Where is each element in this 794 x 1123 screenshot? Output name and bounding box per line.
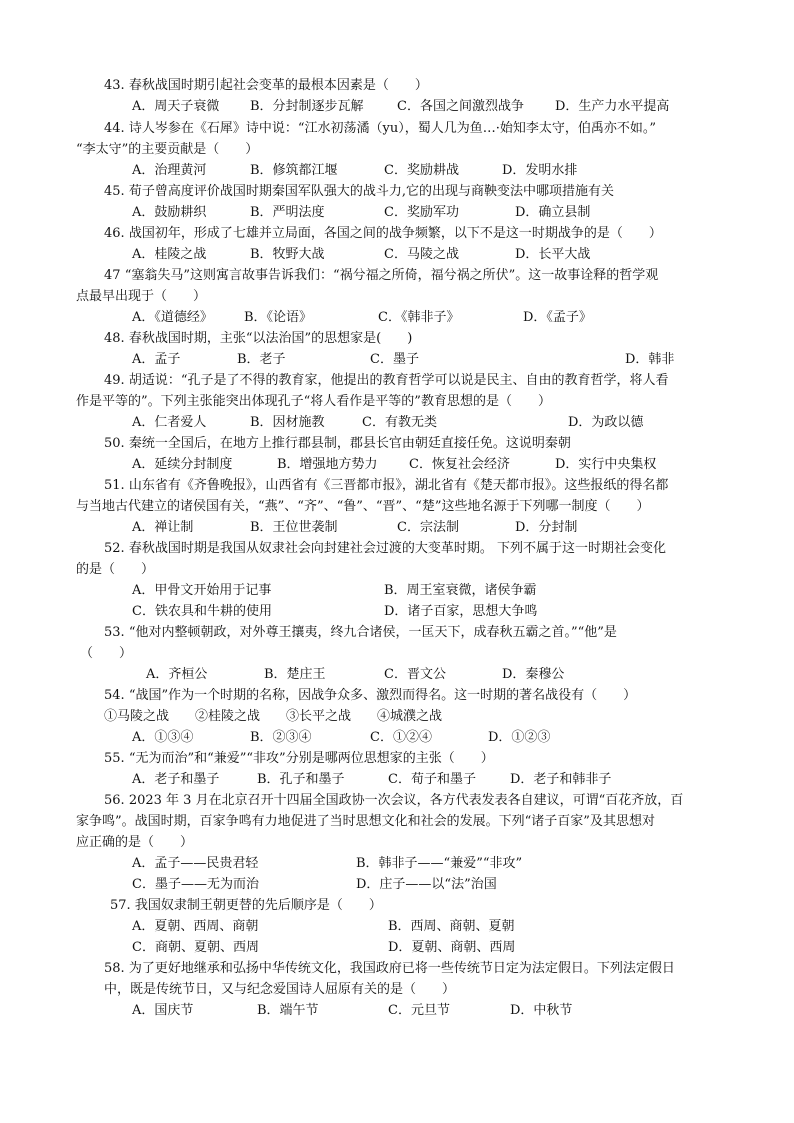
question-47-text-cont: 点最早出现于（ ） — [76, 289, 207, 304]
option-57-a: A．夏朝、西周、商朝 — [132, 919, 259, 934]
question-52-text: 52. 春秋战国时期是我国从奴隶社会向封建社会过渡的大变革时期。 下列不属于这一时期社会变化 — [104, 541, 666, 556]
option-43-b: B．分封制逐步瓦解 — [250, 99, 364, 114]
option-58-d: D．中秋节 — [510, 1003, 573, 1018]
question-52-text-cont: 的是（ ） — [76, 562, 155, 577]
option-54-b: B．②③④ — [250, 730, 312, 745]
option-43-c: C．各国之间激烈战争 — [397, 99, 524, 114]
option-44-d: D．发明水排 — [502, 163, 578, 178]
option-49-c: C．有教无类 — [362, 415, 437, 430]
option-57-b: B．西周、商朝、夏朝 — [388, 919, 515, 934]
option-45-a: A．鼓励耕织 — [132, 205, 207, 220]
option-46-d: D．长平大战 — [515, 247, 591, 262]
question-56-text-cont: 家争鸣”。战国时期，百家争鸣有力地促进了当时思想文化和社会的发展。下列“诸子百家”及其思想对 — [76, 814, 655, 829]
option-46-c: C．马陵之战 — [384, 247, 459, 262]
option-52-d: D．诸子百家，思想大争鸣 — [384, 604, 538, 619]
option-49-b: B．因材施教 — [250, 415, 325, 430]
question-44-text: 44. 诗人岑参在《石犀》诗中说：“江水初荡潏（yu），蜀人几为鱼…·始知李太守，伯禹亦不如。” — [104, 121, 656, 136]
question-44-text-cont: “李太守”的主要贡献是（ ） — [76, 142, 259, 157]
question-51-text: 51. 山东省有《齐鲁晚报》，山西省有《三晋都市报》，湖北省有《楚天都市报》。这些报纸的得名都 — [104, 478, 669, 493]
option-54-d: D．①②③ — [488, 730, 551, 745]
option-50-c: C．恢复社会经济 — [409, 457, 510, 472]
question-57-text: 57. 我国奴隶制王朝更替的先后顺序是（ ） — [110, 898, 382, 913]
option-47-b: B．《论语》 — [244, 310, 313, 325]
option-51-b: B．王位世袭制 — [250, 520, 338, 535]
option-57-d: D．夏朝、商朝、西周 — [388, 940, 516, 955]
option-49-a: A．仁者爱人 — [132, 415, 207, 430]
option-44-a: A．治理黄河 — [132, 163, 207, 178]
question-50-text: 50. 秦统一全国后，在地方上推行郡县制，郡县长官由朝廷直接任免。这说明秦朝 — [104, 436, 571, 451]
option-55-d: D．老子和韩非子 — [510, 772, 612, 787]
question-45-text: 45. 荀子曾高度评价战国时期秦国军队强大的战斗力,它的出现与商鞅变法中哪项措施有关 — [104, 184, 614, 199]
option-48-a: A．孟子 — [132, 352, 181, 367]
option-47-a: A．《道德经》 — [132, 310, 213, 325]
question-54-items: ①马陵之战 ②桂陵之战 ③长平之战 ④城濮之战 — [104, 709, 443, 724]
question-56-text-cont2: 应正确的是（ ） — [76, 835, 194, 850]
option-53-d: D．秦穆公 — [502, 667, 565, 682]
option-55-c: C．荀子和墨子 — [388, 772, 476, 787]
option-45-d: D．确立县制 — [515, 205, 591, 220]
option-45-b: B．严明法度 — [250, 205, 325, 220]
option-54-a: A．①③④ — [132, 730, 194, 745]
option-56-c: C．墨子——无为而治 — [132, 877, 259, 892]
option-48-d: D．韩非 — [625, 352, 675, 367]
option-46-b: B．牧野大战 — [250, 247, 325, 262]
option-58-b: B．端午节 — [257, 1003, 319, 1018]
option-45-c: C．奖励军功 — [384, 205, 459, 220]
option-53-a: A．齐桓公 — [146, 667, 208, 682]
option-52-a: A．甲骨文开始用于记事 — [132, 583, 272, 598]
option-50-a: A．延续分封制度 — [132, 457, 233, 472]
option-56-a: A．孟子——民贵君轻 — [132, 856, 259, 871]
option-58-c: C．元旦节 — [388, 1003, 450, 1018]
option-51-d: D．分封制 — [515, 520, 578, 535]
option-47-c: C．《韩非子》 — [378, 310, 460, 325]
question-54-text: 54. “战国”作为一个时期的名称，因战争众多、激烈而得名。这一时期的著名战役有（ ） — [104, 688, 637, 703]
option-55-b: B．孔子和墨子 — [257, 772, 345, 787]
option-43-d: D．生产力水平提高 — [555, 99, 670, 114]
question-56-text: 56. 2023 年 3 月在北京召开十四届全国政协一次会议，各方代表发表各自建议，可谓“百花齐放，百 — [104, 793, 684, 808]
question-48-text: 48. 春秋战国时期，主张“以法治国”的思想家是( ) — [104, 331, 413, 346]
question-49-text-cont: 作是平等的”。下列主张能突出体现孔子“将人看作是平等的”教育思想的是（ ） — [76, 394, 551, 409]
question-43-text: 43. 春秋战国时期引起社会变革的最根本因素是（ ） — [104, 78, 428, 93]
option-57-c: C．商朝、夏朝、西周 — [132, 940, 259, 955]
option-58-a: A．国庆节 — [132, 1003, 194, 1018]
option-51-a: A．禅让制 — [132, 520, 194, 535]
option-50-d: D．实行中央集权 — [555, 457, 657, 472]
question-58-text: 58. 为了更好地继承和弘扬中华传统文化，我国政府已将一些传统节日定为法定假日。下列法定假日 — [104, 961, 675, 976]
question-53-text: 53. “他对内整顿朝政，对外尊王攘夷，终九合诸侯，一匡天下，成春秋五霸之首。”“他”是 — [104, 625, 617, 640]
option-55-a: A．老子和墨子 — [132, 772, 220, 787]
option-47-d: D．《孟子》 — [523, 310, 592, 325]
option-48-b: B．老子 — [237, 352, 286, 367]
option-52-c: C．铁农具和牛耕的使用 — [132, 604, 272, 619]
option-54-c: C．①②④ — [370, 730, 432, 745]
option-53-c: C．晋文公 — [384, 667, 446, 682]
question-51-text-cont: 与当地古代建立的诸侯国有关，“燕”、“齐”、“鲁”、“晋”、“楚”这些地名源于下列哪一制度（ ） — [76, 499, 650, 514]
question-49-text: 49. 胡适说：“孔子是了不得的教育家，他提出的教育哲学可以说是民主、自由的教育哲学，将人看 — [104, 373, 669, 388]
question-53-text-cont: （ ） — [80, 646, 133, 661]
option-51-c: C．宗法制 — [397, 520, 459, 535]
question-47-text: 47 “塞翁失马”这则寓言故事告诉我们：“祸兮福之所倚，福兮祸之所伏”。这一故事诠释的哲学观 — [104, 268, 659, 283]
option-48-c: C．墨子 — [370, 352, 419, 367]
option-52-b: B．周王室衰微，诸侯争霸 — [384, 583, 537, 598]
option-43-a: A．周天子衰微 — [132, 99, 220, 114]
question-55-text: 55. “无为而治”和“兼爱”“非攻”分别是哪两位思想家的主张（ ） — [104, 751, 494, 766]
option-46-a: A．桂陵之战 — [132, 247, 207, 262]
option-56-b: B．韩非子——“兼爱”“非攻” — [356, 856, 523, 871]
option-53-b: B．楚庄王 — [264, 667, 326, 682]
option-44-b: B．修筑都江堰 — [250, 163, 338, 178]
question-58-text-cont: 中，既是传统节日，又与纪念爱国诗人屈原有关的是（ ） — [104, 982, 456, 997]
option-50-b: B．增强地方势力 — [277, 457, 378, 472]
option-44-c: C．奖励耕战 — [384, 163, 459, 178]
question-46-text: 46. 战国初年，形成了七雄并立局面，各国之间的战争频繁，以下不是这一时期战争的是（ ） — [104, 226, 662, 241]
option-56-d: D．庄子——以“法”治国 — [356, 877, 497, 892]
option-49-d: D．为政以德 — [568, 415, 644, 430]
